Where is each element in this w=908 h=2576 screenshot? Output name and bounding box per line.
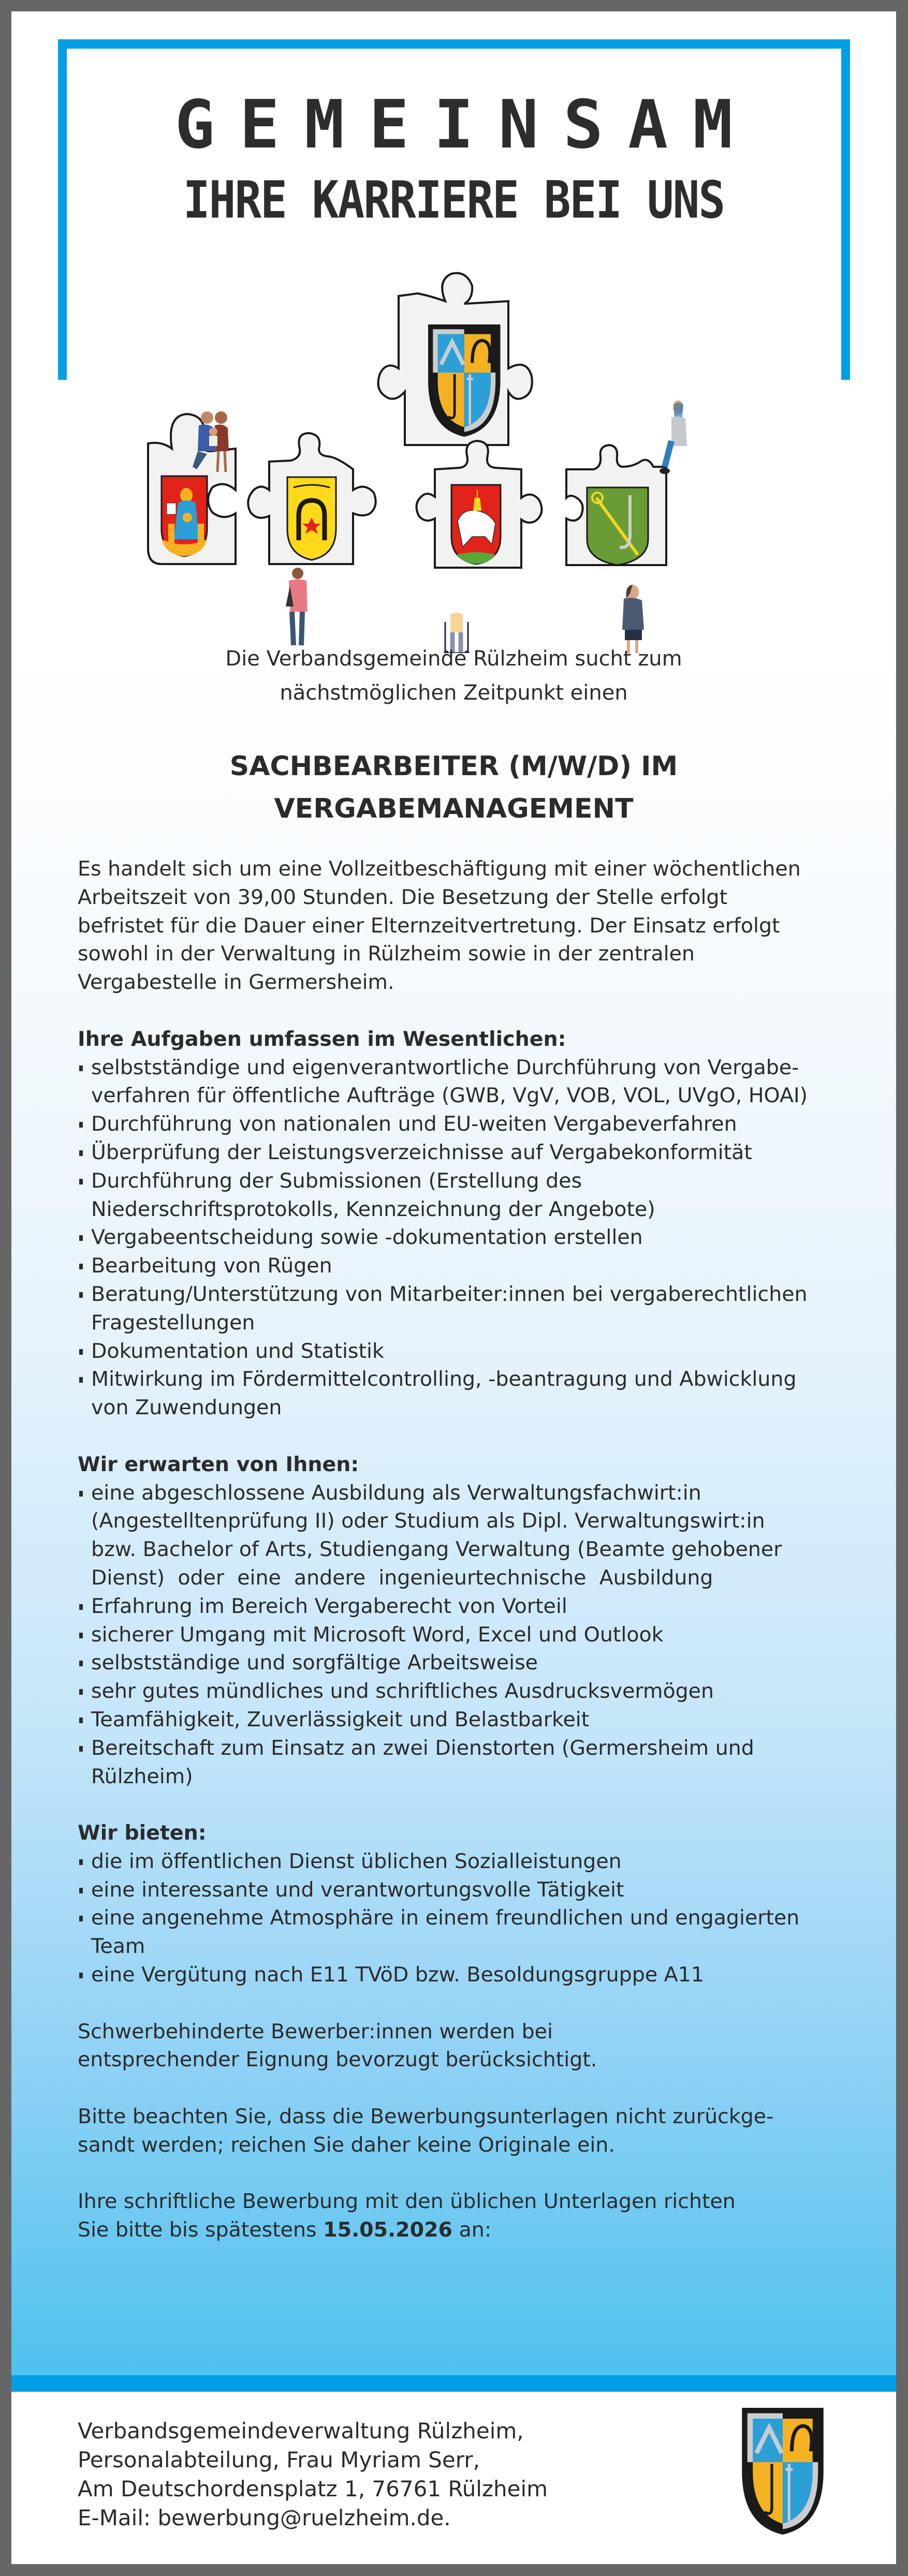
text-line: sicherer Umgang mit Microsoft Word, Excel und Outlook [91, 1622, 664, 1647]
text-line: die im öffentlichen Dienst üblichen Sozialleistungen [91, 1849, 622, 1873]
address-line: Personalabteilung, Frau Myriam Serr, [78, 2447, 480, 2473]
tasks-list [78, 1054, 844, 1422]
text-line: Fragestellungen [91, 1310, 255, 1335]
person-with-bag [286, 568, 307, 645]
text-line: Bitte beachten Sie, dass die Bewerbungsunterlagen nicht zurückge- [78, 2105, 774, 2129]
list-item [78, 1961, 844, 1989]
list-item [78, 1110, 844, 1138]
text-line: Es handelt sich um eine Vollzeitbeschäftigung mit einer wöchentlichen [78, 857, 801, 881]
list-item [78, 1054, 844, 1111]
list-item [78, 1337, 844, 1366]
text-line: von Zuwendungen [91, 1396, 282, 1420]
puzzle-piece-2 [248, 433, 376, 564]
text-line: Dokumentation und Statistik [91, 1339, 384, 1363]
ruelzheim-crest-icon [734, 2408, 832, 2537]
description-paragraph [78, 855, 844, 997]
text-line: Ihre schriftliche Bewerbung mit den üblichen Unterlagen richten [78, 2189, 736, 2214]
puzzle-piece-top [378, 273, 532, 445]
text-line: entsprechender Eignung bevorzugt berücksichtigt. [78, 2048, 597, 2072]
offer-list [78, 1847, 844, 1989]
text-line: eine Vergütung nach E11 TVöD bzw. Besoldungsgruppe A11 [91, 1963, 704, 1987]
list-item [78, 1677, 844, 1706]
text-line: selbstständige und sorgfältige Arbeitsweise [91, 1651, 538, 1675]
list-item [78, 1252, 844, 1280]
intro-line: nächstmöglichen Zeitpunkt einen [280, 681, 628, 705]
text-fragment: an: [452, 2218, 492, 2242]
return-note [78, 2103, 844, 2159]
email-line [78, 2504, 647, 2533]
offer-heading: Wir bieten: [78, 1821, 207, 1845]
puzzle-piece-3 [417, 441, 542, 568]
puzzle-illustration [11, 239, 896, 653]
list-item [78, 1138, 844, 1167]
disability-note [78, 2018, 844, 2075]
list-item [78, 1904, 844, 1961]
list-item [78, 1592, 844, 1621]
list-item [78, 1167, 844, 1224]
text-line: Arbeitszeit von 39,00 Stunden. Die Besetzung der Stelle erfolgt [78, 885, 728, 909]
tasks-heading: Ihre Aufgaben umfassen im Wesentlichen: [78, 1027, 566, 1051]
requirements-heading: Wir erwarten von Ihnen: [78, 1452, 359, 1476]
list-item [78, 1223, 844, 1252]
text-line: Überprüfung der Leistungsverzeichnisse auf Vergabekonformität [91, 1140, 752, 1164]
application-instructions [78, 2187, 844, 2244]
text-line: Durchführung der Submissionen (Erstellung des [91, 1168, 582, 1193]
requirements-list [78, 1479, 844, 1791]
list-item [78, 1876, 844, 1904]
text-line: befristet für die Dauer einer Elternzeitvertretung. Der Einsatz erfolgt [78, 913, 780, 938]
text-line: Bearbeitung von Rügen [91, 1254, 332, 1278]
text-line: Erfahrung im Bereich Vergaberecht von Vorteil [91, 1594, 567, 1618]
text-line: Niederschriftsprotokolls, Kennzeichnung der Angebote) [91, 1197, 655, 1221]
text-line: Schwerbehinderte Bewerber:innen werden bei [78, 2019, 553, 2044]
job-title-line: VERGABEMANAGEMENT [274, 793, 634, 824]
crest-ruelzheim [428, 324, 501, 437]
subheadline: IHRE KARRIERE BEI UNS [183, 170, 725, 230]
deadline-date: 15.05.2026 [323, 2218, 453, 2242]
text-line: Teamfähigkeit, Zuverlässigkeit und Belastbarkeit [91, 1707, 590, 1731]
headline: GEMEINSAM [174, 86, 758, 164]
text-line: Dienst) oder eine andere ingenieurtechnische Ausbildung [91, 1565, 713, 1590]
text-line: sowohl in der Verwaltung in Rülzheim sowie in der zentralen [78, 942, 695, 966]
list-item [78, 1479, 844, 1592]
contact-address [78, 2417, 647, 2533]
person-woman-sitting [660, 401, 687, 474]
text-line: verfahren für öffentliche Aufträge (GWB, VgV, VOB, VOL, UVgO, HOAI) [91, 1084, 808, 1108]
job-title-line: SACHBEARBEITER (M/W/D) IM [229, 751, 678, 782]
email-link[interactable]: bewerbung@ruelzheim.de. [157, 2505, 451, 2530]
text-line: sandt werden; reichen Sie daher keine Originale ein. [78, 2133, 615, 2157]
blue-divider-band [11, 2375, 896, 2392]
puzzle-piece-4 [566, 445, 666, 565]
list-item [78, 1847, 844, 1876]
address-line: Am Deutschordensplatz 1, 76761 Rülzheim [78, 2476, 548, 2501]
text-line: Mitwirkung im Fördermittelcontrolling, -beantragung und Abwicklung [91, 1367, 797, 1391]
text-line: eine abgeschlossene Ausbildung als Verwaltungsfachwirt:in [91, 1481, 701, 1505]
text-line: eine interessante und verantwortungsvolle Tätigkeit [91, 1877, 624, 1902]
list-item [78, 1706, 844, 1734]
intro-text [11, 642, 896, 710]
text-fragment: Sie bitte bis spätestens [78, 2218, 324, 2242]
text-line: Bereitschaft zum Einsatz an zwei Dienstorten (Germersheim und [91, 1736, 754, 1760]
text-line [78, 2216, 844, 2244]
text-line: Vergabeentscheidung sowie -dokumentation erstellen [91, 1225, 643, 1250]
text-line: Beratung/Unterstützung von Mitarbeiter:innen bei vergaberechtlichen [91, 1282, 808, 1306]
text-line: Durchführung von nationalen und EU-weiten Vergabeverfahren [91, 1112, 737, 1136]
text-line: sehr gutes mündliches und schriftliches Ausdrucksvermögen [91, 1679, 714, 1704]
text-line: eine angenehme Atmosphäre in einem freundlichen und engagierten [91, 1906, 800, 1930]
job-title [11, 745, 896, 830]
list-item [78, 1621, 844, 1649]
job-description [78, 855, 844, 2244]
list-item [78, 1649, 844, 1677]
job-posting-page [11, 11, 896, 2564]
text-line: selbstständige und eigenverantwortliche Durchführung von Vergabe- [91, 1055, 799, 1079]
list-item [78, 1365, 844, 1422]
text-line: Team [91, 1934, 145, 1959]
text-line: Rülzheim) [91, 1764, 193, 1788]
list-item [78, 1734, 844, 1791]
text-line: (Angestelltenprüfung II) oder Studium als Dipl. Verwaltungswirt:in [91, 1509, 765, 1533]
address-line: Verbandsgemeindeverwaltung Rülzheim, [78, 2418, 524, 2444]
text-line: bzw. Bachelor of Arts, Studiengang Verwaltung (Beamte gehobener [91, 1537, 782, 1562]
intro-line: Die Verbandsgemeinde Rülzheim sucht zum [225, 647, 682, 671]
list-item [78, 1280, 844, 1337]
email-label: E-Mail: [78, 2505, 158, 2530]
text-line: Vergabestelle in Germersheim. [78, 970, 394, 995]
